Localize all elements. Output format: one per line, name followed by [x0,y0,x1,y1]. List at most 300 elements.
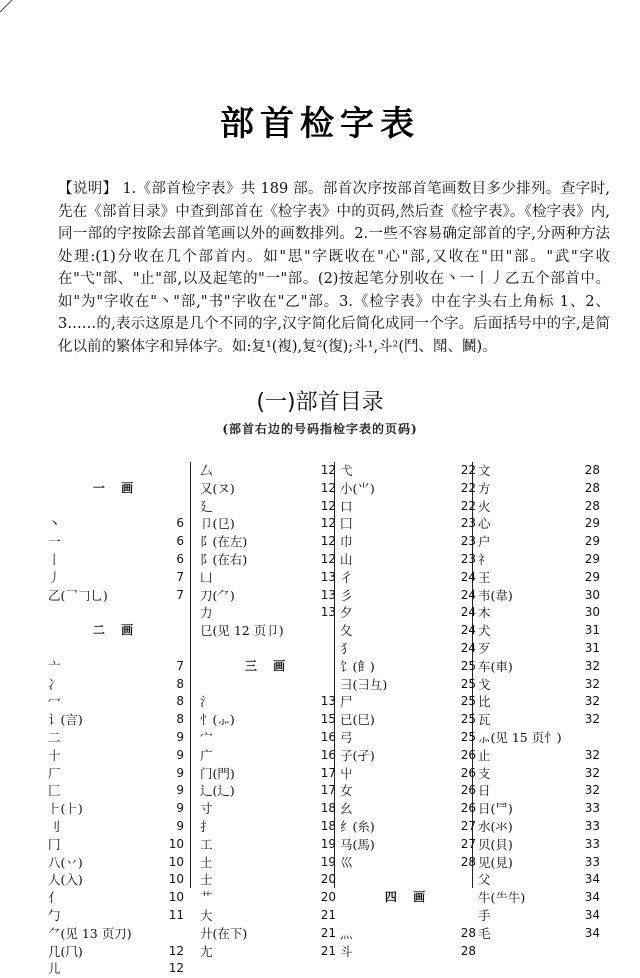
page-number: 31 [584,623,600,638]
radical-label: 十 [48,747,61,763]
page-number: 25 [460,694,476,709]
radical-label: 心 [478,516,491,532]
spacer [48,604,184,622]
page-number: 26 [460,801,476,816]
page-number: 34 [584,907,600,922]
page-number: 12 [320,498,336,513]
radical-entry [48,925,184,943]
page-number: 28 [584,480,600,495]
radical-entry [340,711,476,729]
radical-entry [478,818,600,836]
page-number: 21 [320,907,336,922]
page-number: 22 [460,498,476,513]
page-number: 6 [176,516,184,531]
radical-label: 方 [478,480,491,496]
radical-label: 斗 [340,943,353,959]
radical-label: ⺊(⺊) [48,801,83,817]
page-number: 26 [460,783,476,798]
page-number: 27 [460,818,476,833]
radical-label: 戈 [478,676,491,692]
radical-label: 歹 [478,640,491,656]
page-number: 12 [320,463,336,477]
radical-entry [478,711,600,729]
page-number: 28 [460,925,476,940]
page-number: 26 [460,765,476,780]
page-number: 10 [168,836,184,851]
page-number: 23 [460,516,476,531]
radical-entry [200,462,336,480]
page-number: 7 [176,569,184,584]
radical-label: 手 [478,907,491,923]
radical-label: 瓦 [478,712,491,728]
stroke-count-heading: 三 画 [244,658,292,673]
radical-entry [478,871,600,889]
radical-label: 礻 [478,551,491,567]
spacer [48,462,184,480]
page-number: 23 [460,534,476,549]
page-number: 24 [460,569,476,584]
page-number: 9 [176,765,184,780]
page-number: 16 [320,747,336,762]
radical-label: 二 [48,729,61,745]
page-number: 9 [176,729,184,744]
page-number: 17 [320,765,336,780]
page-number: 20 [320,872,336,887]
radical-entry [48,836,184,854]
radical-entry [200,782,336,800]
page-number: 13 [320,605,336,620]
radical-column-2 [200,462,336,960]
radical-label: 灬 [340,925,353,941]
page-number: 13 [320,569,336,584]
radical-entry [200,747,336,765]
page-number: 31 [584,640,600,655]
corner-fold-mark [0,0,14,14]
radical-entry [200,551,336,569]
radical-entry [478,604,600,622]
radical-label: 犭 [340,640,353,656]
radical-entry [478,498,600,516]
page-number: 16 [320,729,336,744]
radical-entry [48,765,184,783]
page-number: 24 [460,640,476,655]
page-number: 34 [584,925,600,940]
radical-entry [340,533,476,551]
page-number: 33 [584,836,600,851]
page-number: 12 [320,551,336,566]
radical-label: 广 [200,747,213,763]
page-number: 13 [320,694,336,709]
stroke-count-heading: 二 画 [92,623,140,638]
page-number: 27 [460,836,476,851]
radical-entry [48,871,184,889]
radical-entry [48,907,184,925]
radical-label: 刂 [48,818,61,834]
spacer [48,498,184,516]
page-number: 25 [460,658,476,673]
page-number: 17 [320,783,336,798]
radical-label: 夂 [340,623,353,639]
radical-label: 子(孑) [340,747,375,763]
radical-label: 彡 [340,587,353,603]
page-number: 24 [460,587,476,602]
radical-label: 凵 [200,569,213,585]
page-number: 12 [320,516,336,531]
radical-label: 几(⺇) [48,943,83,959]
radical-label: 乙(乛𠃌乚) [48,587,108,603]
radical-entry [200,480,336,498]
page-number: 30 [584,587,600,602]
radical-entry [340,551,476,569]
radical-label: 寸 [200,801,213,817]
page-number: 32 [584,783,600,798]
radical-label: 一 [48,534,61,550]
page-number: 26 [460,747,476,762]
page-number: 34 [584,872,600,887]
radical-entry [340,818,476,836]
radical-label: 口 [340,498,353,514]
page-number: 25 [460,729,476,744]
radical-entry [200,889,336,907]
page-number: 9 [176,747,184,762]
page-number: 9 [176,801,184,816]
radical-label: ⺈(见 13 页刀) [48,925,132,941]
radical-entry [200,569,336,587]
radical-entry [478,658,600,676]
radical-entry [478,640,600,658]
page-number: 6 [176,551,184,566]
radical-label: 又(ヌ) [200,480,235,496]
radical-entry [478,515,600,533]
radical-entry [340,640,476,658]
page-number: 32 [584,765,600,780]
radical-entry [48,693,184,711]
radical-label: 已(巳) [340,712,375,728]
radical-entry [200,871,336,889]
radical-entry [478,693,600,711]
radical-label: 讠(言) [48,712,83,728]
page-number: 8 [176,694,184,709]
page-number: 10 [168,872,184,887]
radical-entry [48,533,184,551]
radical-label: 彐(⺕彑) [340,676,388,692]
radical-label: 丨 [48,551,61,567]
radical-entry [478,907,600,925]
section-subtitle: (部首右边的号码指检字表的页码) [222,422,418,436]
radical-label: 亻 [48,890,61,906]
radical-entry [48,854,184,872]
radical-label: 小(⺌) [340,480,375,496]
page-number: 10 [168,890,184,905]
page-number: 32 [584,747,600,762]
radical-entry [340,587,476,605]
radical-label: 支 [478,765,491,781]
radical-label: 夕 [340,605,353,621]
radical-entry [340,943,476,961]
page-number: 12 [320,480,336,495]
radical-entry [478,676,600,694]
radical-entry [48,960,184,978]
radical-label: 力 [200,605,213,621]
radical-entry [200,854,336,872]
radical-label: 女 [340,783,353,799]
radical-label: 火 [478,498,491,514]
page-number: 34 [584,890,600,905]
stroke-count-heading: 四 画 [384,890,432,905]
radical-entry [478,782,600,800]
radical-label: 日 [478,783,491,799]
radical-label: 刀(⺈) [200,587,235,603]
page-number: 33 [584,854,600,869]
page-number: 6 [176,534,184,549]
page-number: 19 [320,854,336,869]
radical-entry [200,925,336,943]
radical-entry [48,889,184,907]
page-number: 7 [176,658,184,673]
radical-label: 勹 [48,907,61,923]
radical-label: 土 [200,854,213,870]
radical-label: 阝(在左) [200,534,248,550]
page-number: 12 [168,961,184,976]
radical-entry [200,622,336,640]
radical-entry [340,782,476,800]
radical-label: 幺 [340,801,353,817]
page-number: 29 [584,534,600,549]
radical-label: 饣(飠) [340,658,375,674]
page-number: 33 [584,818,600,833]
radical-entry [340,480,476,498]
spacer [48,640,184,658]
radical-label: 王 [478,569,491,585]
page-number: 29 [584,516,600,531]
radical-entry [200,693,336,711]
page-number: 23 [460,551,476,566]
radical-entry [478,569,600,587]
radical-entry [200,818,336,836]
page-number: 18 [320,801,336,816]
stroke-count-heading: 一 画 [92,480,140,495]
radical-label: 贝(貝) [478,836,513,852]
radical-entry [200,587,336,605]
radical-entry [478,587,600,605]
radical-entry [200,711,336,729]
radical-label: 厂 [48,765,61,781]
page-number: 12 [168,943,184,958]
radical-label: 止 [478,747,491,763]
radical-entry [340,658,476,676]
page-number: 21 [320,925,336,940]
radical-label: 文 [478,463,491,478]
radical-entry [200,836,336,854]
radical-label: 士 [200,872,213,888]
radical-label: 尸 [340,694,353,710]
radical-entry [478,925,600,943]
page-number: 24 [460,623,476,638]
radical-entry [48,658,184,676]
radical-label: 尢 [200,943,213,959]
page-number: 10 [168,854,184,869]
radical-label: 日(⺜) [478,801,513,817]
radical-entry [340,925,476,943]
radical-entry [478,889,600,907]
radical-label: 弓 [340,729,353,745]
page-number: 29 [584,569,600,584]
spacer [340,907,476,925]
radical-label: 辶(辶) [200,783,235,799]
radical-label: 毛 [478,925,491,941]
radical-entry [340,836,476,854]
radical-entry [340,800,476,818]
radical-entry [48,782,184,800]
radical-label: 山 [340,551,353,567]
page-number: 13 [320,587,336,602]
page-number: 24 [460,605,476,620]
radical-entry [48,587,184,605]
spacer [200,640,336,658]
radical-label: 儿 [48,961,61,977]
radical-entry [200,729,336,747]
radical-entry [478,836,600,854]
radical-entry [478,854,600,872]
radical-entry [48,711,184,729]
radical-label: 亠 [48,658,61,674]
page-title: 部首检字表 [220,104,420,144]
page-number: 32 [584,658,600,673]
radical-label: 大 [200,907,213,923]
radical-entry [48,800,184,818]
radical-entry [340,693,476,711]
radical-label: 彳 [340,569,353,585]
radical-label: 氵 [200,694,213,710]
radical-label: 父 [478,872,491,888]
radical-label: 木 [478,605,491,621]
radical-label: 艹 [200,890,213,906]
radical-entry [200,943,336,961]
radical-entry [478,729,600,747]
radical-entry [340,622,476,640]
page-number: 28 [584,463,600,477]
radical-label: 厶 [200,463,213,478]
radical-entry [48,818,184,836]
radical-label: 纟(糸) [340,818,375,834]
explanation-paragraph: 【说明】 1.《部首检字表》共 189 部。部首次序按部首笔画数目多少排列。查字时,先在《部首目录》中查到部首在《检字表》中的页码,然后查《检字表》。《检字表》内,同一部的字按除去部首笔画以外的画数排列。2.一些不容易确定部首的字,分两种方法处理:(1)分收在几个部首内。如"思"字既收在"心"部,又收在"田"部。"武"字收在"弋"部、"止"部,以及起笔的"一"部。(2)按起笔分别收在丶一丨丿乙五个部首中。如"为"字收在"丶"部,"书"字收在"乙"部。3.《检字表》中在字头右上角标 1、2、3……的,表示这原是几个不同的字,汉字简化后简化成同一个字。后面括号中的字,是简化以前的繁体字和异体字。如:复¹(複),复²(復);斗¹,斗²(鬥、鬦、鬭)。 [58,181,610,355]
radical-entry [340,765,476,783]
page-number: 19 [320,836,336,851]
page-number: 22 [460,480,476,495]
radical-label: 廴 [200,498,213,514]
radical-label: ⺗(见 15 页忄) [478,729,562,745]
radical-entry [200,765,336,783]
radical-label: 比 [478,694,491,710]
radical-entry [48,551,184,569]
radical-label: 匚 [48,783,61,799]
page-number: 21 [320,943,336,958]
page-number: 20 [320,890,336,905]
radical-label: 八(丷) [48,854,83,870]
page-number: 8 [176,712,184,727]
radical-label: 巾 [340,534,353,550]
radical-entry [48,729,184,747]
page-number: 32 [584,694,600,709]
radical-entry [48,943,184,961]
radical-label: 卩(㔾) [200,516,235,532]
radical-label: 牛(⺧牛) [478,890,526,906]
radical-column-1 [48,462,184,978]
radical-label: 冖 [48,694,61,710]
section-heading: (一)部首目录 [256,390,384,415]
page-number: 28 [460,854,476,869]
radical-label: 扌 [200,818,213,834]
page-number: 32 [584,712,600,727]
radical-entry [340,729,476,747]
radical-entry [478,747,600,765]
page-number: 32 [584,676,600,691]
radical-label: 水(氺) [478,818,513,834]
page-number: 7 [176,587,184,602]
page-number: 30 [584,605,600,620]
radical-entry [340,676,476,694]
radical-label: 户 [478,534,491,550]
page-number: 29 [584,551,600,566]
radical-entry [200,533,336,551]
radical-entry [200,800,336,818]
radical-label: 巛 [340,854,353,870]
page-number: 12 [320,534,336,549]
radical-entry [340,604,476,622]
radical-entry [478,462,600,480]
radical-label: 韦(韋) [478,587,513,603]
column-divider [190,462,191,888]
page-number: 11 [168,907,184,922]
radical-entry [478,622,600,640]
page-number: 9 [176,783,184,798]
radical-entry [200,498,336,516]
radical-column-4 [478,462,600,943]
radical-entry [200,515,336,533]
page-number: 9 [176,818,184,833]
radical-label: 宀 [200,729,213,745]
radical-label: 车(車) [478,658,513,674]
radical-label: 马(馬) [340,836,375,852]
radical-entry [340,569,476,587]
radical-entry [48,515,184,533]
radical-entry [340,462,476,480]
radical-label: 工 [200,836,213,852]
radical-entry [478,800,600,818]
radical-label: 冫 [48,676,61,692]
radical-entry [340,747,476,765]
radical-entry [340,498,476,516]
page-number: 15 [320,712,336,727]
radical-label: 丶 [48,516,61,532]
radical-entry [340,854,476,872]
page-number: 33 [584,801,600,816]
radical-label: 丿 [48,569,61,585]
radical-entry [48,676,184,694]
radical-label: 屮 [340,765,353,781]
radical-label: 人(入) [48,872,83,888]
radical-entry [48,747,184,765]
radical-label: 㔾(见 12 页卩) [200,623,284,639]
radical-entry [478,480,600,498]
radical-label: 弋 [340,463,353,478]
radical-column-3 [340,462,476,960]
radical-entry [478,533,600,551]
page-number: 18 [320,818,336,833]
spacer [340,871,476,889]
radical-label: 阝(在右) [200,551,248,567]
radical-label: 囗 [340,516,353,532]
